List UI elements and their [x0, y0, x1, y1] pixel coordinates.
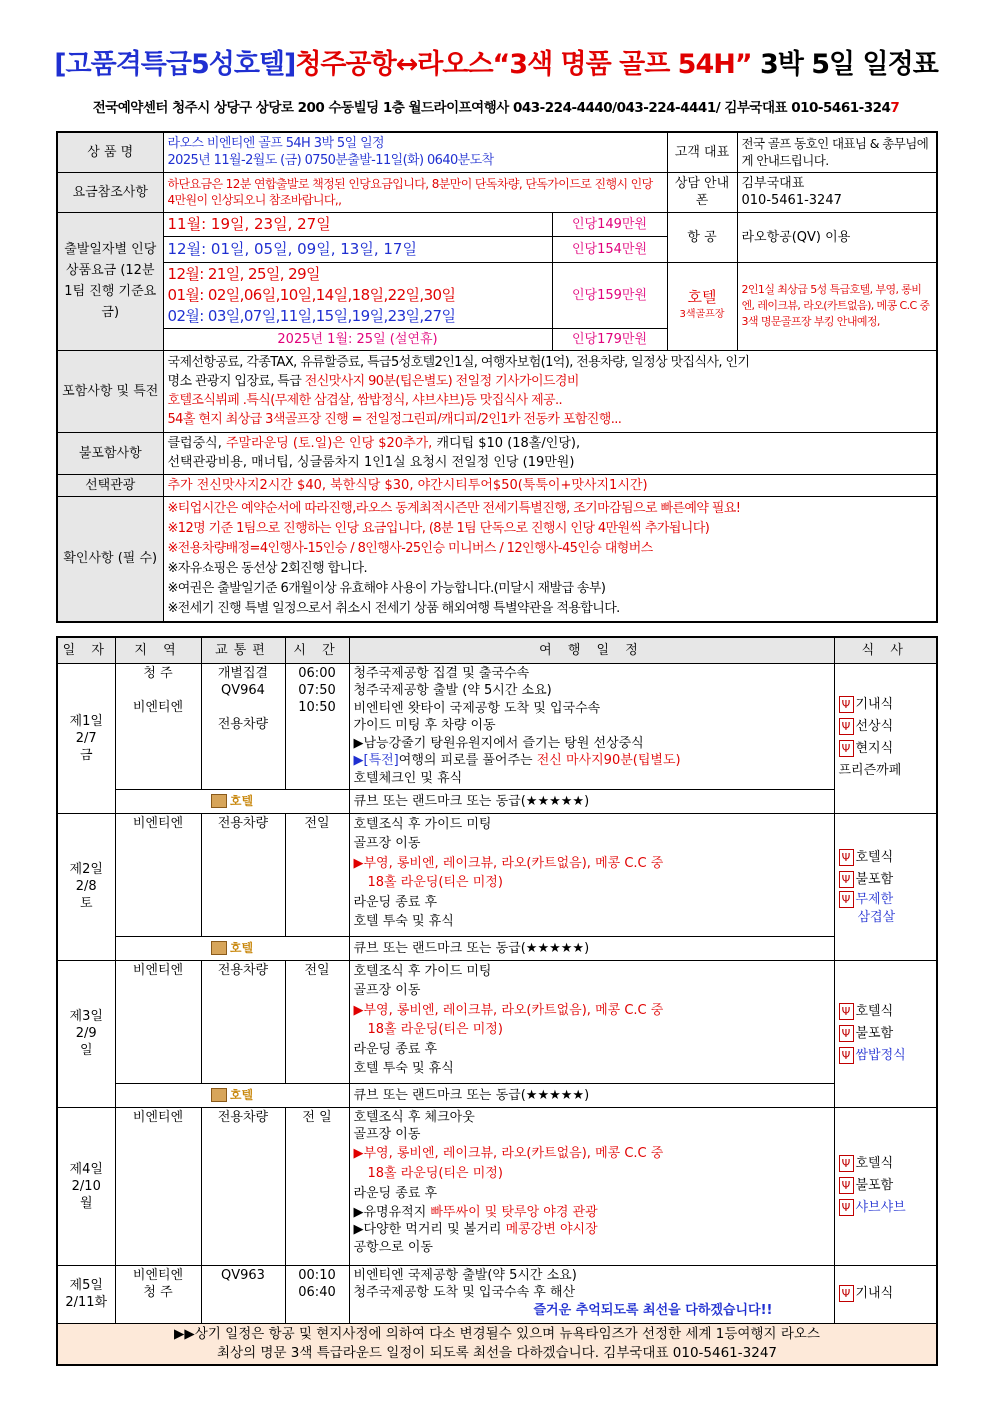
title-product: “3색 명품 골프 54H” [492, 49, 752, 80]
hotel-label-cell [667, 262, 737, 350]
day5-time-2: 06:40 [298, 1284, 336, 1300]
product-info-table [56, 131, 938, 623]
day2-it-6: 호텔 투숙 및 휴식 [353, 914, 454, 929]
day2-label-a: 제2일 [69, 862, 103, 877]
fork-icon: Ψ [839, 740, 854, 757]
day4-label [57, 1107, 115, 1265]
opt-text: 추가 전신맛사지2시간 $40, 북한식당 $30, 야간시티투어$50(툭툭이+맛사지1시간) [163, 474, 937, 496]
row1-price: 인당149만원 [552, 212, 667, 236]
day1-trans-3: 전용차량 [217, 716, 269, 732]
day3-hotel-tag-text: 호텔 [229, 1087, 254, 1102]
row3-dates-b: 01월: 02일,06일,10일,14일,18일,22일,30일 [167, 285, 456, 304]
title-duration: 3박 5일 일정표 [751, 49, 938, 80]
day2-label-b: 2/8 [75, 879, 97, 894]
day1-it-1: 청주국제공항 집결 및 출국수속 [353, 665, 530, 681]
row1-dates: 11월: 19일, 23일, 27일 [163, 212, 552, 236]
incl-line-2a: 명소 관광지 입장료, 특급 [167, 374, 305, 389]
day2-it-5: 라운딩 종료 후 [353, 894, 438, 910]
day3-label [57, 960, 115, 1107]
day5-meal-1-text: 기내식 [855, 1286, 894, 1301]
agency-text-tail: 7 [890, 100, 900, 116]
check-5: ※여권은 출발일기준 6개월이상 유효해야 사용이 가능합니다.(미달시 재발급 송부) [167, 580, 606, 596]
day4-meal-1 [839, 1153, 933, 1175]
day2-meal-2-text: 불포함 [855, 871, 894, 887]
row3-dates-a: 12월: 21일, 25일, 29일 [167, 264, 320, 283]
day3-itinerary [349, 960, 834, 1083]
incl-line-2b: 전신맛사지 90분(팁은별도) 전일정 기사가이드경비 [304, 374, 579, 389]
excl-label: 불포함사항 [57, 432, 163, 474]
excl-cell [163, 432, 937, 474]
excl-line-1a: 클럽중식, [167, 436, 226, 451]
day3-meal-1-text: 호텔식 [855, 1003, 894, 1019]
day2-it-4: 18홀 라운딩(티은 미정) [367, 875, 503, 890]
day3-it-6: 호텔 투숙 및 휴식 [353, 1061, 454, 1076]
header-day: 일 자 [57, 637, 115, 663]
day5-time-1: 00:10 [298, 1267, 336, 1283]
day1-time-1: 06:00 [298, 665, 336, 681]
fork-icon: Ψ [839, 1177, 854, 1194]
day3-transport: 전용차량 [201, 960, 285, 1083]
day4-label-b: 2/10 [71, 1178, 101, 1194]
day2-it-2: 골프장 이동 [353, 836, 421, 851]
header-transport: 교통편 [201, 637, 285, 663]
day5-it-1: 비엔티엔 국제공항 출발(약 5시간 소요) [353, 1267, 577, 1283]
day5-label-b: 2/11화 [65, 1295, 108, 1310]
opt-label: 선택관광 [57, 474, 163, 496]
day3-label-a: 제3일 [69, 1009, 103, 1024]
day1-it-6a: ▶[특전] [353, 753, 399, 768]
day1-it-6 [354, 752, 830, 770]
day5-area-2: 청 주 [143, 1284, 173, 1300]
hotel-icon [211, 1088, 227, 1102]
day2-time: 전일 [285, 813, 349, 936]
day4-label-c: 월 [79, 1195, 93, 1211]
day1-time-3: 10:50 [298, 699, 336, 715]
day4-itinerary [349, 1107, 834, 1265]
day3-it-4: 18홀 라운딩(티은 미정) [367, 1022, 503, 1037]
day4-it-4: 18홀 라운딩(티은 미정) [367, 1165, 503, 1181]
consult-name: 김부국대표 [741, 176, 805, 191]
row3-dates-c: 02월: 03일,07일,11일,15일,19일,23일,27일 [167, 306, 456, 325]
day3-meal-2-text: 불포함 [855, 1025, 894, 1041]
day1-label [57, 663, 115, 813]
day1-trans-1: 개별집결 [217, 665, 269, 681]
footer-note-line-2: 최상의 명문 3색 특급라운드 일정이 되도록 최선을 다하겠습니다. 김부국대표 010-5461-3247 [217, 1344, 777, 1361]
air-label: 항 공 [667, 212, 737, 262]
excl-line-2: 선택관광비용, 매너팁, 싱글룸차지 1인1실 요청시 전일정 인당 (19만원) [167, 455, 575, 470]
day5-it-3: 즐거운 추억되도록 최선을 다하겠습니다!! [533, 1302, 773, 1318]
product-name-cell [163, 132, 667, 172]
day1-area-2: 비엔티엔 [132, 699, 184, 715]
day1-area-1: 청 주 [143, 665, 173, 681]
day5-transport: QV963 [201, 1265, 285, 1323]
day1-meal-2-text: 선상식 [855, 719, 894, 734]
day1-itinerary [349, 663, 834, 789]
day5-itinerary [349, 1265, 834, 1323]
schedule-table [56, 636, 938, 1366]
day4-meal-1-text: 호텔식 [855, 1156, 894, 1171]
day3-it-3: ▶부영, 롱비엔, 레이크뷰, 라오(카트없음), 메콩 C.C 중 [353, 1002, 664, 1018]
day3-meal-3-text: 쌈밥정식 [855, 1047, 906, 1063]
check-1: ※티업시간은 예약순서에 따라진행,라오스 동계최적시즌만 전세기특별진행, 조기마감됨으로 빠른예약 필요! [167, 500, 741, 516]
day1-it-6c: 전신 마사지90분(팁별도) [536, 753, 681, 768]
day4-it-6b: 빠뚜싸이 및 탓루앙 야경 관광 [430, 1204, 598, 1220]
excl-line-1 [168, 434, 933, 453]
day1-meals [834, 663, 937, 813]
row4-price: 인당179만원 [552, 328, 667, 350]
day4-meal-3 [839, 1197, 933, 1219]
day4-meal-3-text: 샤브샤브 [855, 1200, 906, 1215]
day1-time [285, 663, 349, 789]
product-line-1: 라오스 비엔티엔 골프 54H 3박 5일 일정 [167, 136, 385, 152]
incl-line-4: 54홀 현지 최상급 3색골프장 진행 = 전일정그린피/캐디피/2인1카 전동카 포함진행... [167, 412, 622, 427]
day1-meal-3 [839, 738, 933, 760]
day2-itinerary [349, 813, 834, 936]
fee-label: 요금참조사항 [57, 172, 163, 212]
check-2: ※12명 기준 1팀으로 진행하는 인당 요금입니다, (8분 1팀 단독으로 진행시 인당 4만원씩 추가됩니다) [167, 520, 710, 536]
agency-contact [0, 96, 992, 116]
day1-meal-3-text: 현지식 [855, 741, 894, 756]
day4-it-8: 공항으로 이동 [353, 1239, 433, 1255]
day1-meal-4: 프리즌까페 [838, 763, 902, 778]
product-label: 상 품 명 [57, 132, 163, 172]
day1-it-2: 청주국제공항 출발 (약 5시간 소요) [353, 683, 552, 698]
day2-it-3: ▶부영, 롱비엔, 레이크뷰, 라오(카트없음), 메콩 C.C 중 [353, 855, 664, 871]
day1-hotel-line: 큐브 또는 랜드마크 또는 동급(★★★★★) [349, 789, 834, 813]
day4-it-1: 호텔조식 후 체크아웃 [353, 1109, 475, 1125]
day4-it-7b: 메콩강변 야시장 [505, 1222, 598, 1237]
air-text: 라오항공(QV) 이용 [737, 212, 937, 262]
day1-it-5: ▶남능강줄기 탕원유원지에서 즐기는 탕원 선상중식 [353, 735, 644, 751]
agency-text: 전국예약센터 청주시 상당구 상당로 200 수동빌딩 1층 월드라이프여행사 043-224-4440/043-224-4441/ 김부국대표 010-5461-324 [92, 100, 891, 116]
day3-hotel-tag [115, 1083, 349, 1107]
day3-meal-1 [839, 1001, 933, 1023]
day1-area [115, 663, 201, 789]
excl-line-1c: 캐디팁 $10 (18홀/인당), [432, 436, 581, 451]
fork-icon: Ψ [839, 1047, 854, 1064]
day4-it-6 [354, 1204, 830, 1222]
day2-meal-1 [839, 847, 933, 869]
fork-icon: Ψ [839, 1025, 854, 1042]
day4-it-7 [354, 1221, 830, 1239]
day1-hotel-tag-text: 호텔 [229, 793, 254, 808]
day2-meal-1-text: 호텔식 [855, 849, 894, 865]
customer-text: 전국 골프 동호인 대표님 & 총무님에게 안내드립니다. [737, 132, 937, 172]
day4-it-7a: ▶다양한 먹거리 및 볼거리 [353, 1222, 506, 1237]
footer-note [57, 1323, 937, 1365]
incl-line-3: 호텔조식뷔페 .특식(무제한 삼겹살, 쌈밥정식, 샤브샤브)등 맛집식사 제공.. [167, 393, 563, 408]
day4-transport: 전용차량 [201, 1107, 285, 1265]
incl-line-1: 국제선항공료, 각종TAX, 유류할증료, 특급5성호텔2인1실, 여행자보험(1억), 전용차량, 일정상 맛집식사, 인기 [167, 355, 750, 370]
consult-label: 상담 안내폰 [667, 172, 737, 212]
day5-it-2: 청주국제공항 도착 및 입국수속 후 해산 [353, 1285, 576, 1300]
title-route: 청주공항↔라오스 [295, 49, 493, 80]
row3-dates [163, 262, 552, 328]
day4-time: 전 일 [285, 1107, 349, 1265]
dates-label: 출발일자별 인당 상품요금 (12분1팀 진행 기준요금) [57, 212, 163, 350]
day1-it-4: 가이드 미팅 후 차량 이동 [353, 718, 496, 733]
day2-meal-3a: 무제한 [855, 891, 894, 907]
day1-meal-1 [839, 694, 933, 716]
hotel-icon [211, 941, 227, 955]
consult-cell [737, 172, 937, 212]
fork-icon: Ψ [839, 871, 854, 888]
fork-icon: Ψ [839, 718, 854, 735]
day1-meal-2 [839, 716, 933, 738]
hotel-icon [211, 794, 227, 808]
incl-label: 포함사항 및 특전 [57, 350, 163, 432]
day3-meals [834, 960, 937, 1107]
day1-trans-2: QV964 [221, 682, 265, 698]
check-6: ※전세기 진행 특별 일정으로서 취소시 전세기 상품 해외여행 특별약관을 적용합니다. [167, 600, 620, 616]
day3-time: 전일 [285, 960, 349, 1083]
fork-icon: Ψ [839, 1285, 854, 1302]
header-meal: 식 사 [834, 637, 937, 663]
day5-label [57, 1265, 115, 1323]
check-label: 확인사항 (필 수) [57, 496, 163, 622]
day4-label-a: 제4일 [69, 1161, 103, 1177]
footer-note-line-1: ▶▶상기 일정은 항공 및 현지사정에 의하여 다소 변경될수 있으며 뉴욕타임즈가 선정한 세계 1등여행지 라오스 [174, 1325, 820, 1342]
incl-cell [163, 350, 937, 432]
day2-hotel-tag-text: 호텔 [229, 940, 254, 955]
product-line-2: 2025년 11월-2월도 (금) 0750분출발-11일(화) 0640분도착 [167, 153, 494, 169]
incl-line-2 [168, 372, 933, 391]
day2-meal-3 [839, 891, 933, 909]
day2-hotel-line: 큐브 또는 랜드마크 또는 동급(★★★★★) [349, 936, 834, 960]
row4-dates: 2025년 1월: 25일 (설연휴) [163, 328, 552, 350]
day3-hotel-line: 큐브 또는 랜드마크 또는 동급(★★★★★) [349, 1083, 834, 1107]
day1-label-a: 제1일 [69, 713, 103, 729]
day3-meal-3 [839, 1045, 933, 1067]
day2-meals [834, 813, 937, 960]
day4-meal-2-text: 불포함 [855, 1178, 894, 1193]
day4-it-5: 라운딩 종료 후 [353, 1185, 438, 1201]
day3-it-5: 라운딩 종료 후 [353, 1041, 438, 1057]
day1-transport [201, 663, 285, 789]
day2-area: 비엔티엔 [115, 813, 201, 936]
day4-area: 비엔티엔 [115, 1107, 201, 1265]
day1-meal-1-text: 기내식 [855, 697, 894, 712]
fork-icon: Ψ [839, 696, 854, 713]
fork-icon: Ψ [839, 891, 854, 908]
day4-meals [834, 1107, 937, 1265]
check-cell [163, 496, 937, 622]
day3-it-1: 호텔조식 후 가이드 미팅 [353, 963, 492, 979]
day2-label [57, 813, 115, 960]
day2-hotel-tag [115, 936, 349, 960]
hotel-text: 2인1실 최상급 5성 특급호텔, 부영, 롱비엔, 레이크뷰, 라오(카트없음), 메콩 C.C 중 3색 명문골프장 부킹 안내예정, [737, 262, 937, 350]
day1-label-b: 2/7 [75, 730, 97, 746]
consult-phone: 010-5461-3247 [741, 193, 842, 208]
day4-it-6a: ▶유명유적지 [353, 1204, 431, 1220]
row2-dates: 12월: 01일, 05일, 09일, 13일, 17일 [163, 236, 552, 262]
row2-price: 인당154만원 [552, 236, 667, 262]
day1-it-6b: 여행의 피로를 풀어주는 [398, 753, 537, 768]
day5-meals [834, 1265, 937, 1323]
title-hotel-grade: [고품격특급5성호텔] [54, 49, 296, 80]
day3-label-b: 2/9 [75, 1026, 97, 1041]
fork-icon: Ψ [839, 1199, 854, 1216]
header-area: 지 역 [115, 637, 201, 663]
day4-it-2: 골프장 이동 [353, 1127, 421, 1142]
fee-text: 하단요금은 12분 연합출발로 책정된 인당요금입니다, 8분만이 단독차량, 단독가이드로 진행시 인당 4만원이 인상되오니 참조바랍니다,, [163, 172, 667, 212]
row3-price: 인당159만원 [552, 262, 667, 328]
excl-line-1b: 주말라운딩 (토.일)은 인당 $20추가, [226, 436, 433, 451]
day5-area [115, 1265, 201, 1323]
day5-label-a: 제5일 [69, 1278, 103, 1293]
day3-meal-2 [839, 1023, 933, 1045]
day3-it-2: 골프장 이동 [353, 983, 421, 998]
day1-it-7: 호텔체크인 및 휴식 [353, 770, 463, 786]
day4-meal-2 [839, 1175, 933, 1197]
check-3: ※전용차량배정=4인행사-15인승 / 8인행사-25인승 미니버스 / 12인행사-45인승 대형버스 [167, 540, 653, 556]
customer-label: 고객 대표 [667, 132, 737, 172]
day5-time [285, 1265, 349, 1323]
page-title [0, 42, 992, 81]
day2-label-c: 토 [79, 896, 93, 911]
day5-area-1: 비엔티엔 [132, 1267, 184, 1283]
fork-icon: Ψ [839, 849, 854, 866]
day1-it-3: 비엔티엔 왓타이 국제공항 도착 및 입국수속 [353, 700, 601, 716]
day2-it-1: 호텔조식 후 가이드 미팅 [353, 816, 492, 832]
day4-it-3: ▶부영, 롱비엔, 레이크뷰, 라오(카트없음), 메콩 C.C 중 [353, 1145, 664, 1161]
day5-meal-1 [839, 1283, 933, 1305]
day3-label-c: 일 [79, 1043, 93, 1058]
check-4: ※자유쇼핑은 동선상 2회진행 합니다. [167, 560, 368, 576]
day3-area: 비엔티엔 [115, 960, 201, 1083]
day2-transport: 전용차량 [201, 813, 285, 936]
day1-label-c: 금 [79, 747, 93, 763]
day2-meal-2 [839, 869, 933, 891]
header-itinerary: 여 행 일 정 [349, 637, 834, 663]
fork-icon: Ψ [839, 1155, 854, 1172]
hotel-sub: 3색골프장 [679, 309, 725, 320]
day1-hotel-tag [115, 789, 349, 813]
day2-meal-3b: 삼겹살 [857, 909, 896, 925]
hotel-label: 호텔 [687, 288, 717, 306]
fork-icon: Ψ [839, 1003, 854, 1020]
day1-time-2: 07:50 [298, 682, 336, 698]
header-time: 시 간 [285, 637, 349, 663]
